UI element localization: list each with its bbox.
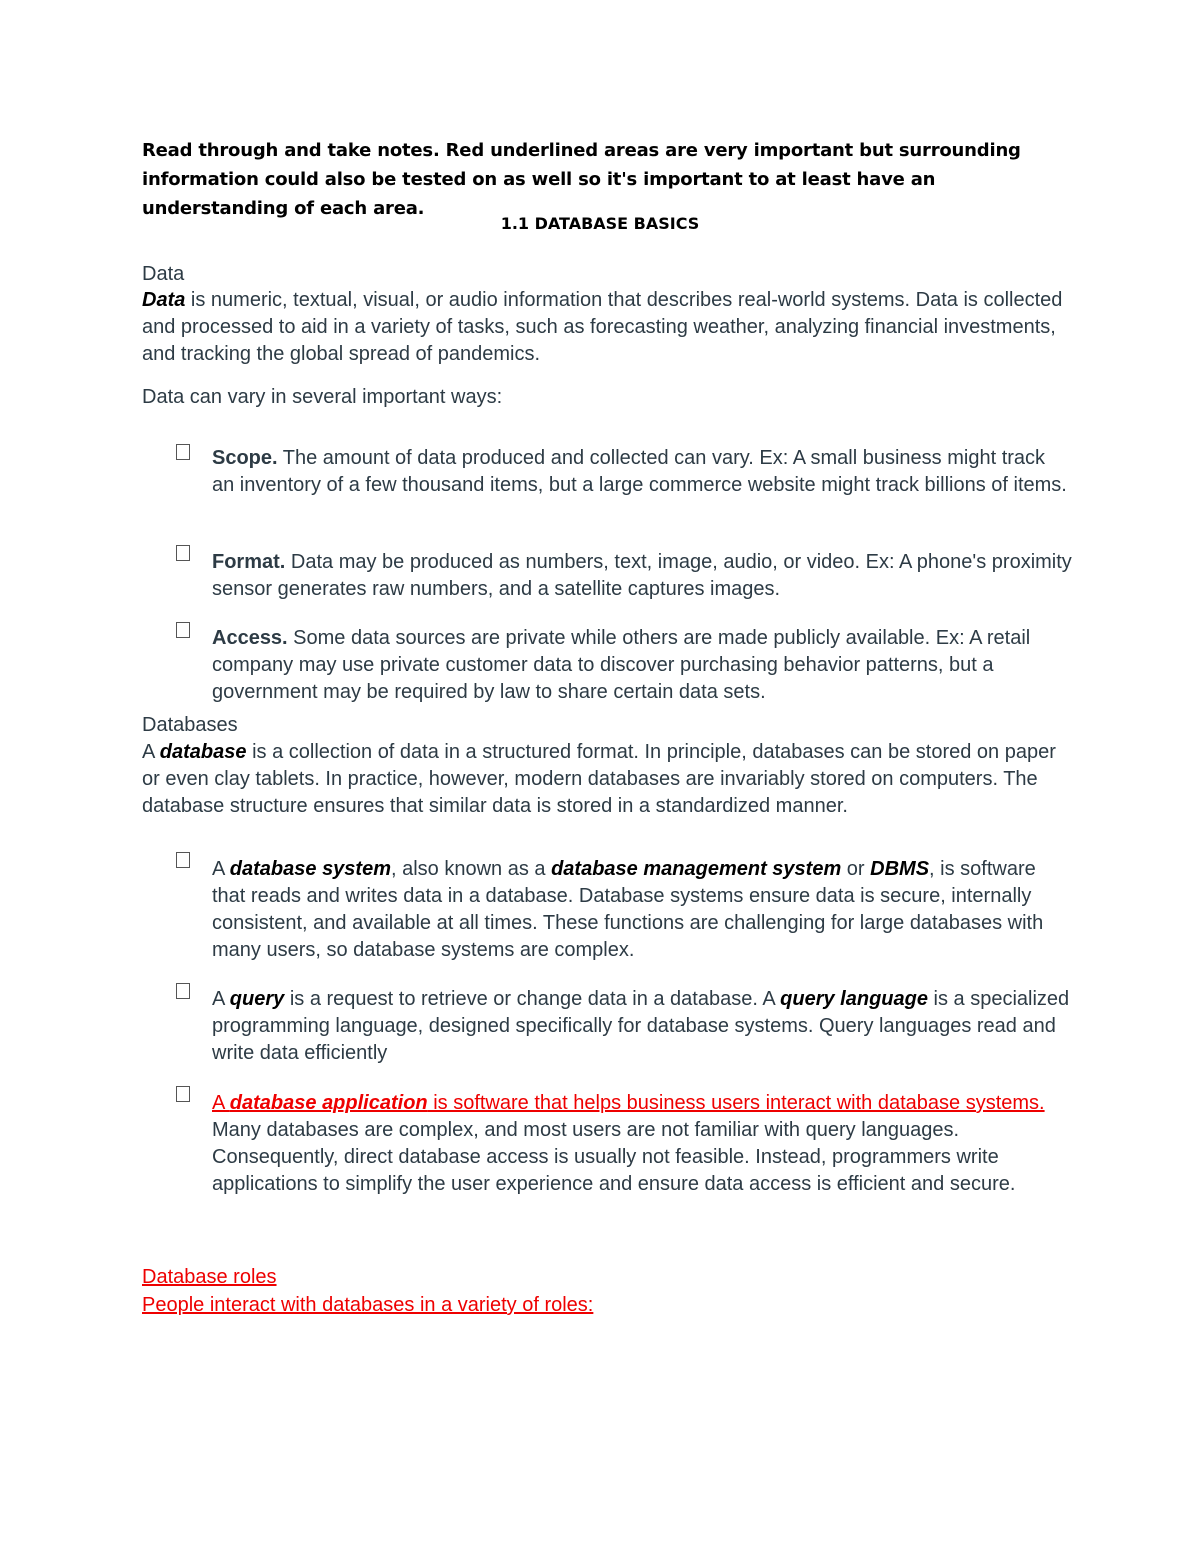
database-roles-heading: Database roles <box>142 1266 277 1288</box>
important-text: is software that helps business users interact with database systems. <box>427 1092 1045 1114</box>
databases-heading: Databases <box>142 714 238 736</box>
bullet-marker-icon <box>176 444 190 460</box>
query-term: query <box>229 988 285 1010</box>
bullet-label: Access. <box>212 627 288 649</box>
database-system-term: database system <box>229 858 391 880</box>
prefix-text: A <box>212 858 230 880</box>
bullet-label: Scope. <box>212 447 278 469</box>
database-application-term: database application <box>229 1092 428 1114</box>
data-heading: Data <box>142 263 185 285</box>
dbms-term: DBMS <box>870 858 930 880</box>
bullet-text: , is software that reads and writes data in a database. Database systems ensure data is secure, internally consistent, and available at all times. These functions are challenging for large databases with many users, so database systems are complex. <box>212 858 1044 961</box>
intro-instructions: Read through and take notes. Red underlined areas are very important but surrounding information could also be tested on as well so it's important to at least have an understanding of each area. <box>142 140 1021 219</box>
data-vary-intro: Data can vary in several important ways: <box>142 386 503 408</box>
database-term: database <box>159 741 247 763</box>
bullet-label: Format. <box>212 551 286 573</box>
list-item-access <box>212 625 1072 706</box>
query-language-term: query language <box>780 988 928 1010</box>
bullet-text: is a specialized programming language, designed specifically for database systems. Query languages read and write data efficiently <box>212 988 1070 1064</box>
bullet-text: Data may be produced as numbers, text, image, audio, or video. Ex: A phone's proximity sensor generates raw numbers, and a satellite captures images. <box>212 551 1072 600</box>
bullet-marker-icon <box>176 1086 190 1102</box>
section-title: 1.1 DATABASE BASICS <box>500 214 700 233</box>
bullet-text: Some data sources are private while others are made publicly available. Ex: A retail company may use private customer data to discover purchasing behavior patterns, but a government may be required by law to share certain data sets. <box>212 627 1031 703</box>
data-definition-text: is numeric, textual, visual, or audio information that describes real-world systems. Data is collected and processed to aid in a variety of tasks, such as forecasting weather, analyzing financial investments, and tracking the global spread of pandemics. <box>142 289 1063 365</box>
prefix-text: A <box>212 988 230 1010</box>
data-term: Data <box>142 289 186 311</box>
bullet-text: Many databases are complex, and most users are not familiar with query languages. Consequently, direct database access is usually not feasible. Instead, programmers write applications to simplify the user experience and ensure data access is efficient and secure. <box>212 1119 1016 1195</box>
bullet-text: is a request to retrieve or change data in a database. A <box>284 988 781 1010</box>
bullet-text: or <box>841 858 871 880</box>
databases-definition <box>142 739 1067 820</box>
bullet-marker-icon <box>176 852 190 868</box>
bullet-marker-icon <box>176 983 190 999</box>
list-item-database-application <box>212 1090 1072 1198</box>
list-item-format <box>212 549 1072 603</box>
prefix-text: A <box>212 1092 230 1114</box>
dbms-full-term: database management system <box>551 858 842 880</box>
databases-definition-text: is a collection of data in a structured format. In principle, databases can be stored on paper or even clay tablets. In practice, however, modern databases are invariably stored on computers. The database structure ensures that similar data is stored in a standardized manner. <box>142 741 1056 817</box>
list-item-database-system <box>212 856 1072 964</box>
data-definition <box>142 287 1067 368</box>
list-item-scope <box>212 445 1072 499</box>
important-highlight <box>212 1092 1045 1114</box>
bullet-text: , also known as a <box>391 858 552 880</box>
bullet-text: The amount of data produced and collected can vary. Ex: A small business might track an inventory of a few thousand items, but a large commerce website might track billions of items. <box>212 447 1067 496</box>
list-item-query <box>212 986 1072 1067</box>
prefix-text: A <box>142 741 160 763</box>
database-roles-subheading: People interact with databases in a variety of roles: <box>142 1294 594 1316</box>
bullet-marker-icon <box>176 622 190 638</box>
bullet-marker-icon <box>176 545 190 561</box>
